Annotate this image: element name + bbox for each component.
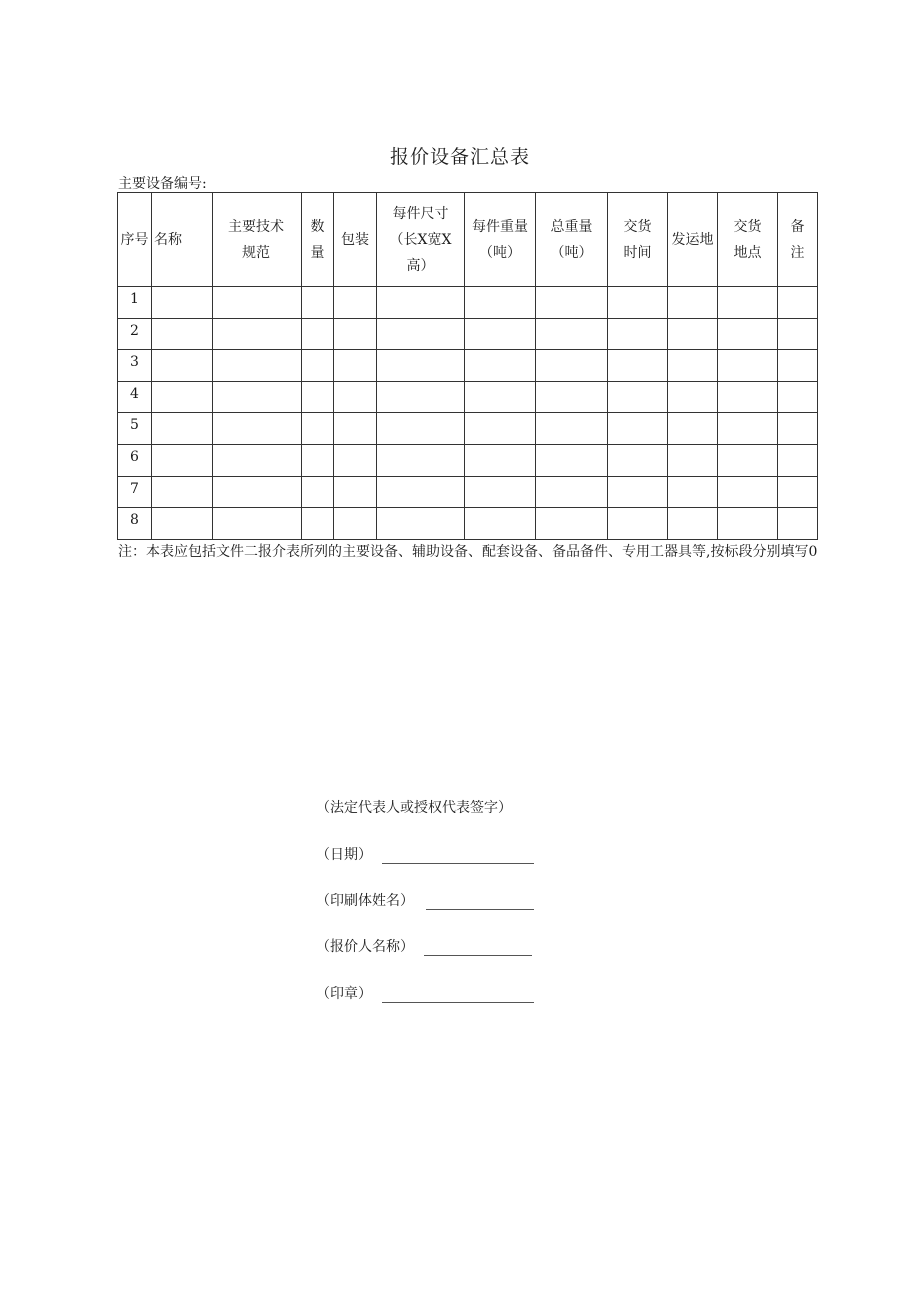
table-cell-total_weight[interactable] [536,444,608,476]
table-row [118,444,818,476]
table-cell-qty[interactable] [302,444,334,476]
table-cell-delivery_place[interactable] [718,413,778,445]
table-cell-qty[interactable] [302,476,334,508]
table-cell-delivery_place[interactable] [718,287,778,319]
table-row [118,381,818,413]
seal-row [316,983,534,1003]
table-cell-remark[interactable] [778,413,818,445]
table-cell-pack[interactable] [334,318,377,350]
table-cell-ship_from[interactable] [668,350,718,382]
table-row [118,287,818,319]
table-cell-unit_weight[interactable] [465,476,536,508]
table-cell-name[interactable] [152,381,213,413]
header-total-weight: 总重量（吨） [536,193,608,287]
table-cell-remark[interactable] [778,381,818,413]
row-number: 1 [118,287,152,319]
table-cell-unit_weight[interactable] [465,508,536,540]
date-row [316,844,534,864]
table-cell-size[interactable] [377,508,465,540]
table-cell-delivery_time[interactable] [608,318,668,350]
table-cell-total_weight[interactable] [536,381,608,413]
seal-line[interactable] [382,986,534,1003]
table-cell-size[interactable] [377,381,465,413]
table-cell-ship_from[interactable] [668,444,718,476]
table-cell-size[interactable] [377,476,465,508]
table-cell-remark[interactable] [778,508,818,540]
table-cell-ship_from[interactable] [668,318,718,350]
header-ship-from: 发运地 [668,193,718,287]
table-cell-unit_weight[interactable] [465,444,536,476]
table-cell-delivery_time[interactable] [608,381,668,413]
print-name-row [316,890,534,910]
table-cell-qty[interactable] [302,350,334,382]
header-name: 名称 [152,193,213,287]
table-cell-spec[interactable] [213,476,302,508]
table-cell-size[interactable] [377,350,465,382]
table-cell-delivery_place[interactable] [718,318,778,350]
table-cell-unit_weight[interactable] [465,381,536,413]
row-number: 5 [118,413,152,445]
equipment-summary-table [117,192,818,540]
table-cell-total_weight[interactable] [536,318,608,350]
table-cell-delivery_time[interactable] [608,350,668,382]
table-cell-delivery_place[interactable] [718,444,778,476]
table-cell-size[interactable] [377,444,465,476]
row-number: 8 [118,508,152,540]
header-unit-weight: 每件重量（吨） [465,193,536,287]
bidder-name-label: （报价人名称） [316,939,414,955]
table-cell-ship_from[interactable] [668,476,718,508]
table-cell-size[interactable] [377,287,465,319]
table-cell-delivery_time[interactable] [608,444,668,476]
table-cell-delivery_time[interactable] [608,476,668,508]
table-cell-spec[interactable] [213,381,302,413]
date-line[interactable] [382,847,534,864]
table-cell-unit_weight[interactable] [465,287,536,319]
table-row [118,413,818,445]
table-row [118,350,818,382]
table-cell-total_weight[interactable] [536,287,608,319]
table-cell-ship_from[interactable] [668,381,718,413]
table-cell-pack[interactable] [334,444,377,476]
table-cell-qty[interactable] [302,508,334,540]
table-cell-qty[interactable] [302,318,334,350]
table-cell-pack[interactable] [334,508,377,540]
table-cell-remark[interactable] [778,318,818,350]
header-qty: 数量 [302,193,334,287]
table-cell-spec[interactable] [213,413,302,445]
table-row [118,318,818,350]
header-row [118,193,818,287]
table-cell-remark[interactable] [778,444,818,476]
table-cell-delivery_time[interactable] [608,287,668,319]
table-cell-delivery_place[interactable] [718,508,778,540]
row-number: 3 [118,350,152,382]
table-cell-remark[interactable] [778,350,818,382]
table-cell-pack[interactable] [334,476,377,508]
bidder-name-line[interactable] [424,939,532,956]
table-row [118,476,818,508]
table-note: 注：本表应包括文件二报介表所列的主要设备、辅助设备、配套设备、备品备件、专用工器具等,按标段分别填写0 [118,544,818,560]
table-cell-qty[interactable] [302,413,334,445]
table-cell-ship_from[interactable] [668,287,718,319]
table-cell-qty[interactable] [302,381,334,413]
table-cell-spec[interactable] [213,318,302,350]
table-cell-spec[interactable] [213,508,302,540]
table-cell-delivery_time[interactable] [608,413,668,445]
header-remark: 备注 [778,193,818,287]
table-cell-pack[interactable] [334,287,377,319]
table-cell-spec[interactable] [213,444,302,476]
table-cell-spec[interactable] [213,350,302,382]
table-cell-total_weight[interactable] [536,476,608,508]
header-spec: 主要技术规范 [213,193,302,287]
table-cell-unit_weight[interactable] [465,318,536,350]
legal-rep-signature-label: （法定代表人或授权代表签字） [316,800,512,816]
row-number: 2 [118,318,152,350]
table-cell-unit_weight[interactable] [465,413,536,445]
table-cell-remark[interactable] [778,476,818,508]
table-cell-delivery_time[interactable] [608,508,668,540]
equipment-code-label: 主要设备编号: [118,176,207,192]
row-number: 6 [118,444,152,476]
header-delivery-place: 交货地点 [718,193,778,287]
table-cell-total_weight[interactable] [536,413,608,445]
table-cell-total_weight[interactable] [536,508,608,540]
table-cell-pack[interactable] [334,350,377,382]
header-delivery-time: 交货时间 [608,193,668,287]
table-cell-ship_from[interactable] [668,508,718,540]
table-cell-size[interactable] [377,413,465,445]
table-cell-name[interactable] [152,413,213,445]
table-cell-name[interactable] [152,350,213,382]
table-cell-total_weight[interactable] [536,350,608,382]
table-cell-unit_weight[interactable] [465,350,536,382]
table-cell-ship_from[interactable] [668,413,718,445]
date-label: （日期） [316,847,372,863]
row-number: 4 [118,381,152,413]
table-cell-name[interactable] [152,287,213,319]
print-name-line[interactable] [426,893,534,910]
table-cell-delivery_place[interactable] [718,381,778,413]
table-cell-pack[interactable] [334,381,377,413]
header-pack: 包装 [334,193,377,287]
table-cell-name[interactable] [152,476,213,508]
document-title: 报价设备汇总表 [389,146,530,168]
bidder-name-row [316,936,532,956]
table-cell-name[interactable] [152,318,213,350]
table-cell-name[interactable] [152,508,213,540]
table-cell-delivery_place[interactable] [718,350,778,382]
table-cell-pack[interactable] [334,413,377,445]
seal-label: （印章） [316,986,372,1002]
table-cell-name[interactable] [152,444,213,476]
table-cell-qty[interactable] [302,287,334,319]
header-seq: 序号 [118,193,152,287]
table-cell-spec[interactable] [213,287,302,319]
table-cell-delivery_place[interactable] [718,476,778,508]
table-cell-size[interactable] [377,318,465,350]
header-size: 每件尺寸（长X宽X高） [377,193,465,287]
table-cell-remark[interactable] [778,287,818,319]
row-number: 7 [118,476,152,508]
table-row [118,508,818,540]
print-name-label: （印刷体姓名） [316,893,414,909]
